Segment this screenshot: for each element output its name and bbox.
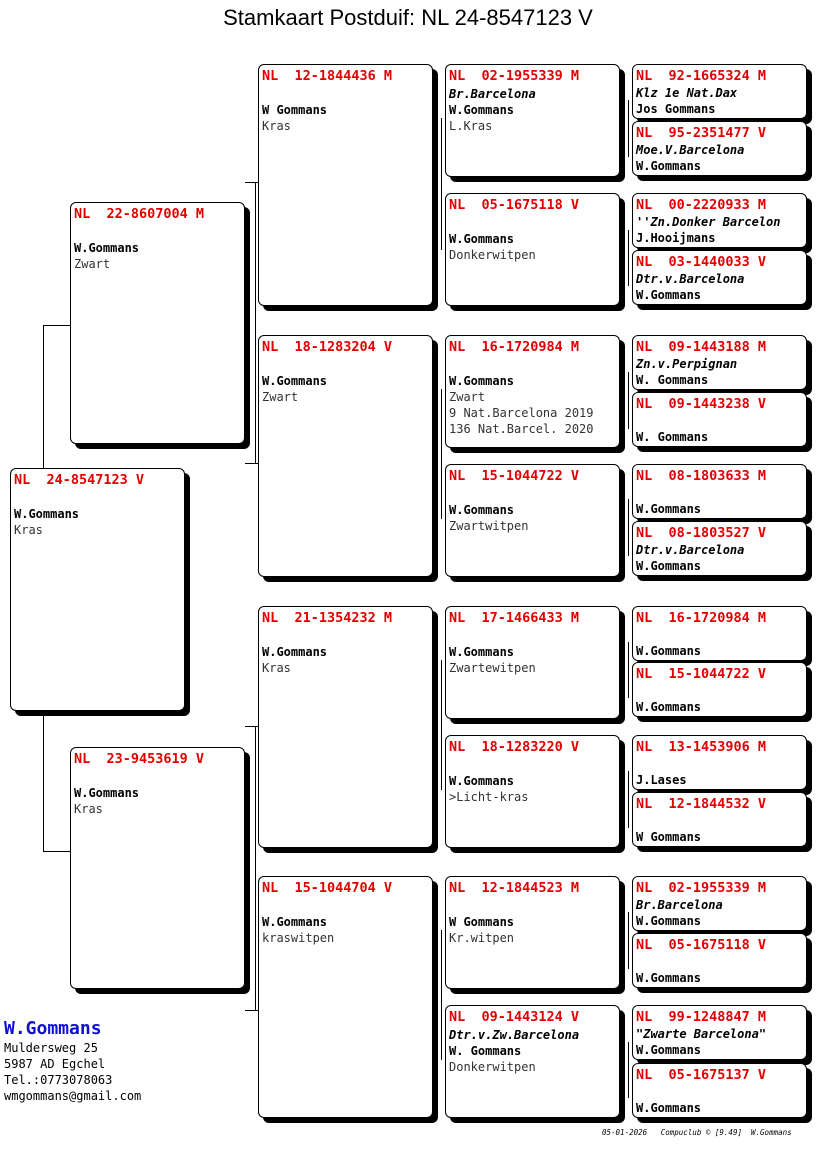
owner-name: W.Gommans	[636, 971, 702, 985]
owner-name: W. Gommans	[636, 430, 709, 444]
pigeon-card-gen3-3[interactable]	[445, 335, 620, 448]
ring-number: NL 12-1844532 V	[636, 796, 767, 812]
plumage-color: >Licht-kras	[449, 790, 529, 804]
owner-name: W Gommans	[636, 830, 702, 844]
ring-number: NL 02-1955339 M	[636, 880, 767, 896]
ring-number: NL 02-1955339 M	[449, 68, 580, 84]
ring-number: NL 05-1675137 V	[636, 1067, 767, 1083]
owner-name: Jos Gommans	[636, 102, 716, 116]
pigeon-card-gen4-9[interactable]	[632, 606, 807, 661]
pigeon-description: ''Zn.Donker Barcelon	[636, 215, 781, 229]
owner-name: W.Gommans	[449, 374, 515, 388]
page-title: Stamkaart Postduif: NL 24-8547123 V	[223, 5, 593, 30]
pigeon-description: Klz 1e Nat.Dax	[636, 86, 738, 100]
plumage-color: kraswitpen	[262, 931, 335, 945]
ring-number: NL 09-1443188 M	[636, 339, 767, 355]
pigeon-card-dam[interactable]	[70, 747, 245, 989]
ring-number: NL 15-1044704 V	[262, 880, 393, 896]
owner-name: W.Gommans	[636, 1101, 702, 1115]
ring-number: NL 12-1844436 M	[262, 68, 393, 84]
pigeon-description: Zn.v.Perpignan	[636, 357, 738, 371]
pigeon-description: Br.Barcelona	[636, 898, 723, 912]
owner-name: W.Gommans	[262, 645, 328, 659]
pigeon-card-sire[interactable]	[70, 202, 245, 444]
owner-name: W Gommans	[262, 103, 328, 117]
owner-name: W.Gommans	[449, 774, 515, 788]
ring-number: NL 15-1044722 V	[449, 468, 580, 484]
owner-name: W.Gommans	[449, 232, 515, 246]
owner-name: W.Gommans	[636, 1043, 702, 1057]
owner-name: J.Hooijmans	[636, 231, 716, 245]
owner-name: W.Gommans	[636, 559, 702, 573]
pigeon-description: "Zwarte Barcelona"	[636, 1027, 767, 1041]
pigeon-card-gen3-6[interactable]	[445, 735, 620, 848]
ring-number: NL 18-1283220 V	[449, 739, 580, 755]
pigeon-card-gen3-7[interactable]	[445, 876, 620, 989]
pigeon-card-gen2-2[interactable]	[258, 335, 433, 577]
ring-number: NL 08-1803527 V	[636, 525, 767, 541]
pigeon-card-gen4-10[interactable]	[632, 662, 807, 717]
pigeon-description: Dtr.v.Barcelona	[636, 543, 745, 557]
race-result: 9 Nat.Barcelona 2019	[449, 406, 594, 420]
plumage-color: Kras	[262, 661, 291, 675]
owner-name: W.Gommans	[636, 700, 702, 714]
pigeon-card-gen3-5[interactable]	[445, 606, 620, 719]
ring-number: NL 03-1440033 V	[636, 254, 767, 270]
owner-name: W Gommans	[449, 915, 515, 929]
breeder-street: Muldersweg 25	[4, 1041, 98, 1055]
pigeon-card-gen4-15[interactable]	[632, 1005, 807, 1060]
plumage-color: Zwartwitpen	[449, 519, 529, 533]
owner-name: W.Gommans	[262, 915, 328, 929]
pigeon-card-gen4-8[interactable]	[632, 521, 807, 576]
owner-name: W.Gommans	[449, 645, 515, 659]
ring-number: NL 99-1248847 M	[636, 1009, 767, 1025]
owner-name: J.Lases	[636, 773, 687, 787]
pigeon-card-gen4-1[interactable]	[632, 64, 807, 119]
breeder-email[interactable]: wmgommans@gmail.com	[4, 1089, 142, 1103]
pigeon-card-gen3-1[interactable]	[445, 64, 620, 177]
pigeon-description: Moe.V.Barcelona	[636, 143, 745, 157]
race-result: 136 Nat.Barcel. 2020	[449, 422, 594, 436]
pigeon-card-gen4-13[interactable]	[632, 876, 807, 931]
plumage-color: Kras	[262, 119, 291, 133]
ring-number: NL 23-9453619 V	[74, 751, 205, 767]
pigeon-card-gen4-14[interactable]	[632, 933, 807, 988]
breeder-name: W.Gommans	[4, 1018, 102, 1039]
pigeon-card-gen4-2[interactable]	[632, 121, 807, 176]
ring-number: NL 16-1720984 M	[449, 339, 580, 355]
plumage-color: Zwartewitpen	[449, 661, 536, 675]
pigeon-card-gen4-5[interactable]	[632, 335, 807, 390]
plumage-color: L.Kras	[449, 119, 493, 133]
owner-name: W. Gommans	[449, 1044, 522, 1058]
plumage-color: Zwart	[74, 257, 111, 271]
plumage-color: Donkerwitpen	[449, 248, 536, 262]
ring-number: NL 17-1466433 M	[449, 610, 580, 626]
owner-name: W.Gommans	[636, 159, 702, 173]
pigeon-card-gen2-4[interactable]	[258, 876, 433, 1118]
breeder-info	[4, 1018, 141, 1104]
owner-name: W. Gommans	[636, 373, 709, 387]
ring-number: NL 08-1803633 M	[636, 468, 767, 484]
pigeon-description: Dtr.v.Zw.Barcelona	[449, 1028, 580, 1042]
breeder-phone: Tel.:0773078063	[4, 1073, 113, 1087]
pigeon-card-gen4-3[interactable]	[632, 193, 807, 248]
pigeon-card-gen4-16[interactable]	[632, 1063, 807, 1118]
owner-name: W.Gommans	[262, 374, 328, 388]
ring-number: NL 05-1675118 V	[636, 937, 767, 953]
pigeon-card-gen3-2[interactable]	[445, 193, 620, 306]
plumage-color: Zwart	[449, 390, 486, 404]
pigeon-card-gen2-1[interactable]	[258, 64, 433, 306]
pigeon-description: Br.Barcelona	[449, 87, 536, 101]
pigeon-card-gen4-7[interactable]	[632, 464, 807, 519]
footer-credits: 05-01-2026 Compuclub © [9.49] W.Gommans	[602, 1128, 792, 1137]
pigeon-card-gen2-3[interactable]	[258, 606, 433, 848]
pigeon-card-gen3-4[interactable]	[445, 464, 620, 577]
pigeon-card-gen4-4[interactable]	[632, 250, 807, 305]
pigeon-description: Dtr.v.Barcelona	[636, 272, 745, 286]
ring-number: NL 22-8607004 M	[74, 206, 205, 222]
ring-number: NL 16-1720984 M	[636, 610, 767, 626]
breeder-city: 5987 AD Egchel	[4, 1057, 106, 1071]
owner-name: W.Gommans	[449, 503, 515, 517]
ring-number: NL 95-2351477 V	[636, 125, 767, 141]
ring-number: NL 15-1044722 V	[636, 666, 767, 682]
ring-number: NL 21-1354232 M	[262, 610, 393, 626]
plumage-color: Kras	[74, 802, 103, 816]
pigeon-card-gen4-6[interactable]	[632, 392, 807, 447]
pigeon-card-gen4-12[interactable]	[632, 792, 807, 847]
ring-number: NL 12-1844523 M	[449, 880, 580, 896]
pigeon-card-gen3-8[interactable]	[445, 1005, 620, 1118]
plumage-color: Zwart	[262, 390, 299, 404]
plumage-color: Donkerwitpen	[449, 1060, 536, 1074]
ring-number: NL 09-1443124 V	[449, 1009, 580, 1025]
ring-number: NL 09-1443238 V	[636, 396, 767, 412]
ring-number: NL 05-1675118 V	[449, 197, 580, 213]
owner-name: W.Gommans	[14, 507, 80, 521]
owner-name: W.Gommans	[449, 103, 515, 117]
owner-name: W.Gommans	[74, 786, 140, 800]
pigeon-card-gen4-11[interactable]	[632, 735, 807, 790]
owner-name: W.Gommans	[636, 914, 702, 928]
plumage-color: Kras	[14, 523, 43, 537]
owner-name: W.Gommans	[636, 288, 702, 302]
ring-number: NL 92-1665324 M	[636, 68, 767, 84]
pigeon-card-subject[interactable]	[10, 468, 185, 711]
owner-name: W.Gommans	[636, 644, 702, 658]
owner-name: W.Gommans	[636, 502, 702, 516]
ring-number: NL 18-1283204 V	[262, 339, 393, 355]
ring-number: NL 13-1453906 M	[636, 739, 767, 755]
plumage-color: Kr.witpen	[449, 931, 515, 945]
owner-name: W.Gommans	[74, 241, 140, 255]
ring-number: NL 24-8547123 V	[14, 472, 145, 488]
ring-number: NL 00-2220933 M	[636, 197, 767, 213]
